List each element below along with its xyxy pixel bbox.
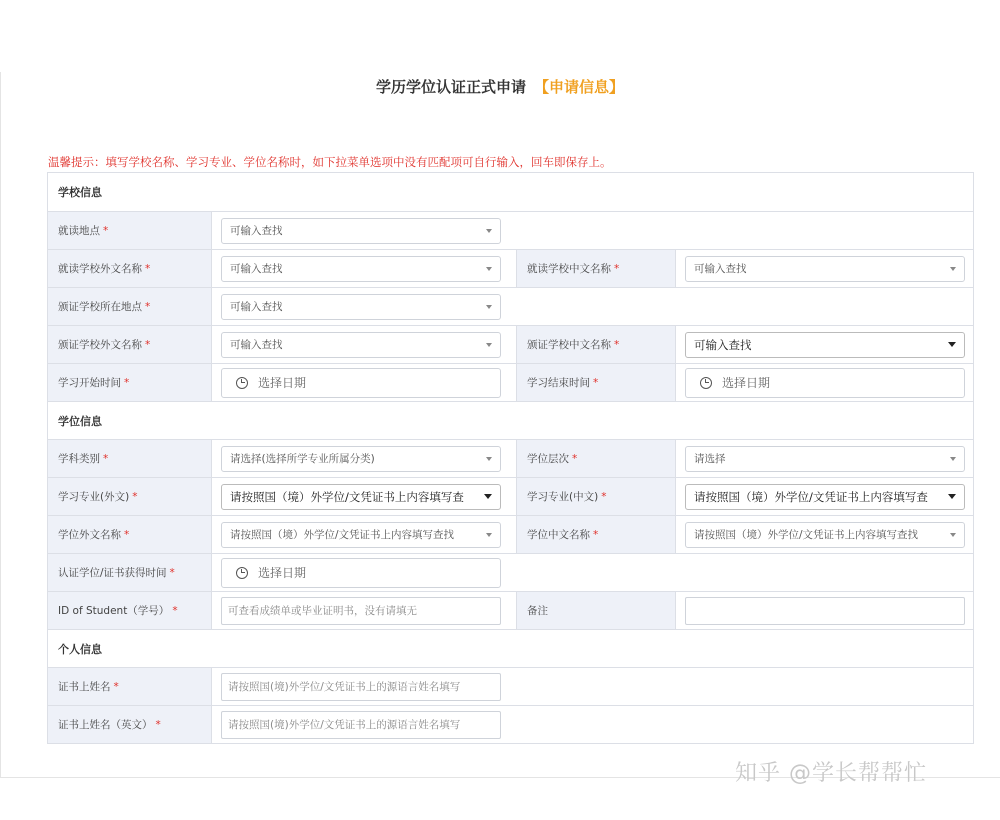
school-chinese-name-select[interactable]: 可输入查找: [685, 256, 965, 282]
field-cell: [212, 706, 516, 743]
application-form: [47, 172, 974, 744]
section-personal-info: 个人信息: [48, 629, 973, 667]
form-row: [48, 477, 973, 515]
chevron-down-icon: [950, 533, 956, 537]
clock-icon: [236, 567, 248, 579]
field-cell: [212, 250, 516, 287]
chevron-down-icon: [948, 494, 956, 499]
field-cell: [676, 326, 973, 363]
chevron-down-icon: [950, 267, 956, 271]
field-cell: [212, 478, 516, 515]
study-location-label: 就读地点 *: [48, 212, 212, 249]
page-title: [0, 76, 1000, 97]
page-title-text: 学历学位认证正式申请: [375, 78, 526, 96]
form-row: [48, 249, 973, 287]
issuing-school-foreign-name-select[interactable]: 可输入查找: [221, 332, 501, 358]
chevron-down-icon: [486, 305, 492, 309]
study-start-date-picker[interactable]: 选择日期: [221, 368, 501, 398]
student-id-label: ID of Student（学号） *: [48, 592, 212, 629]
form-row: [48, 553, 973, 591]
field-cell: [212, 440, 516, 477]
field-cell: [676, 478, 973, 515]
field-cell: [212, 592, 516, 629]
field-cell: [676, 440, 973, 477]
form-row: [48, 515, 973, 553]
issuing-school-foreign-name-label: 颁证学校外文名称 *: [48, 326, 212, 363]
field-cell: [212, 554, 516, 591]
major-foreign-label: 学习专业(外文) *: [48, 478, 212, 515]
cert-name-input[interactable]: 请按照国(境)外学位/文凭证书上的源语言姓名填写: [221, 673, 501, 701]
issuing-school-chinese-name-select[interactable]: 可输入查找: [685, 332, 965, 358]
student-id-input[interactable]: 可查看成绩单或毕业证明书，没有请填无: [221, 597, 501, 625]
chevron-down-icon: [486, 267, 492, 271]
study-end-date-picker[interactable]: 选择日期: [685, 368, 965, 398]
form-row: [48, 439, 973, 477]
clock-icon: [700, 377, 712, 389]
field-cell: [212, 326, 516, 363]
major-foreign-select[interactable]: 请按照国（境）外学位/文凭证书上内容填写查: [221, 484, 501, 510]
chevron-down-icon: [486, 343, 492, 347]
field-cell: [676, 516, 973, 553]
clock-icon: [236, 377, 248, 389]
school-foreign-name-label: 就读学校外文名称 *: [48, 250, 212, 287]
degree-chinese-name-label: 学位中文名称 *: [516, 516, 676, 553]
degree-foreign-name-select[interactable]: 请按照国（境）外学位/文凭证书上内容填写查找: [221, 522, 501, 548]
cert-name-en-label: 证书上姓名（英文） *: [48, 706, 212, 743]
chevron-down-icon: [484, 494, 492, 499]
discipline-select[interactable]: 请选择(选择所学专业所属分类): [221, 446, 501, 472]
field-cell: [676, 592, 973, 629]
school-chinese-name-label: 就读学校中文名称 *: [516, 250, 676, 287]
section-degree-info: 学位信息: [48, 401, 973, 439]
issuing-school-location-select[interactable]: 可输入查找: [221, 294, 501, 320]
chevron-down-icon: [486, 457, 492, 461]
chevron-down-icon: [948, 342, 956, 347]
section-school-info: 学校信息: [48, 173, 973, 211]
issuing-school-chinese-name-label: 颁证学校中文名称 *: [516, 326, 676, 363]
field-cell: [212, 364, 516, 401]
degree-foreign-name-label: 学位外文名称 *: [48, 516, 212, 553]
degree-level-label: 学位层次 *: [516, 440, 676, 477]
field-cell: [676, 364, 973, 401]
form-row: [48, 287, 973, 325]
issuing-school-location-label: 颁证学校所在地点 *: [48, 288, 212, 325]
field-cell: [212, 288, 516, 325]
form-row: [48, 705, 973, 743]
step-label: 【申请信息】: [534, 78, 625, 96]
award-date-label: 认证学位/证书获得时间 *: [48, 554, 212, 591]
chevron-down-icon: [486, 229, 492, 233]
field-cell: [212, 516, 516, 553]
chevron-down-icon: [950, 457, 956, 461]
field-cell: [676, 250, 973, 287]
form-row: [48, 363, 973, 401]
remarks-label: 备注: [516, 592, 676, 629]
watermark: 知乎 @学长帮帮忙: [735, 761, 927, 786]
major-chinese-label: 学习专业(中文) *: [516, 478, 676, 515]
page-frame-left: [0, 72, 1, 777]
form-row: [48, 211, 973, 249]
remarks-input[interactable]: [685, 597, 965, 625]
degree-chinese-name-select[interactable]: 请按照国（境）外学位/文凭证书上内容填写查找: [685, 522, 965, 548]
field-cell: [212, 668, 516, 705]
form-row: [48, 591, 973, 629]
study-end-label: 学习结束时间 *: [516, 364, 676, 401]
study-start-label: 学习开始时间 *: [48, 364, 212, 401]
discipline-label: 学科类别 *: [48, 440, 212, 477]
field-cell: [212, 212, 516, 249]
school-foreign-name-select[interactable]: 可输入查找: [221, 256, 501, 282]
cert-name-label: 证书上姓名 *: [48, 668, 212, 705]
award-date-picker[interactable]: 选择日期: [221, 558, 501, 588]
major-chinese-select[interactable]: 请按照国（境）外学位/文凭证书上内容填写查: [685, 484, 965, 510]
degree-level-select[interactable]: 请选择: [685, 446, 965, 472]
chevron-down-icon: [486, 533, 492, 537]
form-row: [48, 325, 973, 363]
study-location-select[interactable]: 可输入查找: [221, 218, 501, 244]
warm-tip: 温馨提示：填写学校名称、学习专业、学位名称时，如下拉菜单选项中没有匹配项可自行输入，回车即保存上。: [48, 155, 612, 169]
cert-name-en-input[interactable]: 请按照国(境)外学位/文凭证书上的源语言姓名填写: [221, 711, 501, 739]
form-row: [48, 667, 973, 705]
